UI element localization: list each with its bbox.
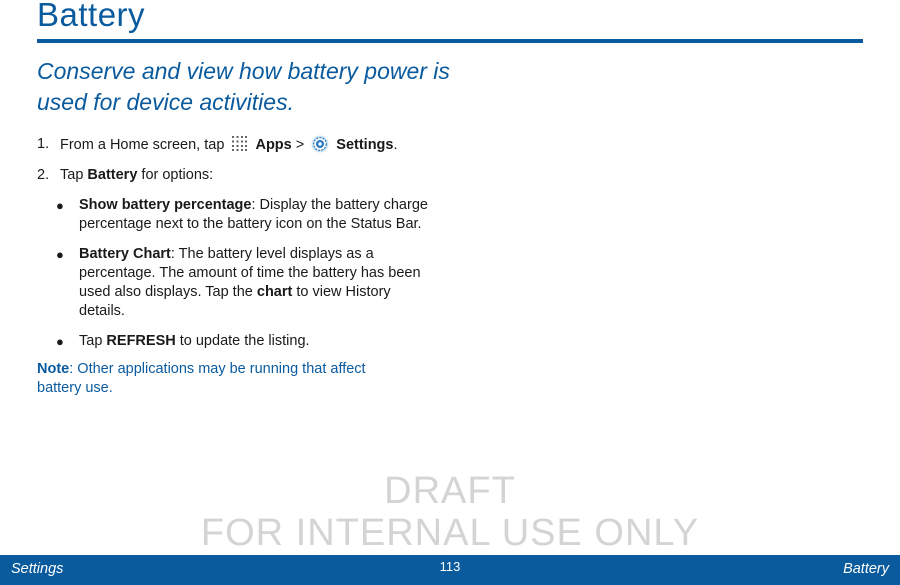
- internal-use-watermark: FOR INTERNAL USE ONLY: [200, 512, 700, 554]
- options-list: [55, 196, 437, 351]
- step-2: [37, 166, 437, 185]
- option-description: to update the listing.: [179, 333, 310, 349]
- step-number: 2.: [37, 167, 50, 183]
- option-description: : Display the battery charge percentage next to the battery icon on the Status Bar.: [79, 197, 428, 232]
- page-title: Battery: [37, 0, 146, 33]
- settings-gear-icon: [311, 135, 329, 153]
- step-suffix: for options:: [141, 167, 214, 183]
- footer-chapter: Battery: [843, 561, 889, 577]
- refresh-label: REFRESH: [106, 333, 176, 349]
- step-number: 1.: [37, 136, 50, 152]
- battery-label: Battery: [87, 167, 138, 183]
- apps-label: Apps: [255, 137, 292, 153]
- list-item: [55, 245, 437, 321]
- step-text: From a Home screen, tap: [60, 137, 225, 153]
- draft-watermark: DRAFT: [384, 470, 516, 512]
- instructions: [37, 135, 437, 398]
- option-name: Battery Chart: [79, 246, 171, 262]
- bullet-icon: ●: [56, 198, 64, 213]
- bullet-icon: ●: [56, 247, 64, 262]
- option-name: Show battery percentage: [79, 197, 252, 213]
- bullet-icon: ●: [56, 334, 64, 349]
- apps-grid-icon: [231, 135, 248, 152]
- step-1: [37, 135, 437, 155]
- page-number: 113: [439, 559, 461, 574]
- option-description: : The battery level displays as a percentage. The amount of time the battery has been used also displays. Tap the: [79, 246, 421, 300]
- note-label: Note: [37, 361, 70, 377]
- option-prefix: Tap: [79, 333, 103, 349]
- page-subtitle: Conserve and view how battery power is used for device activities.: [37, 58, 450, 115]
- list-item: [55, 196, 437, 234]
- note-text: : Other applications may be running that affect battery use.: [37, 361, 366, 396]
- separator: >: [295, 137, 305, 153]
- settings-label: Settings: [336, 137, 394, 153]
- step-suffix: .: [393, 137, 398, 153]
- step-text: Tap: [60, 167, 84, 183]
- list-item: [55, 332, 437, 351]
- title-rule: [37, 39, 863, 43]
- note: [37, 360, 407, 398]
- page-footer: [0, 555, 900, 585]
- footer-section: Settings: [11, 561, 64, 577]
- chart-label: chart: [256, 284, 293, 300]
- option-description-tail: to view History details.: [79, 284, 391, 319]
